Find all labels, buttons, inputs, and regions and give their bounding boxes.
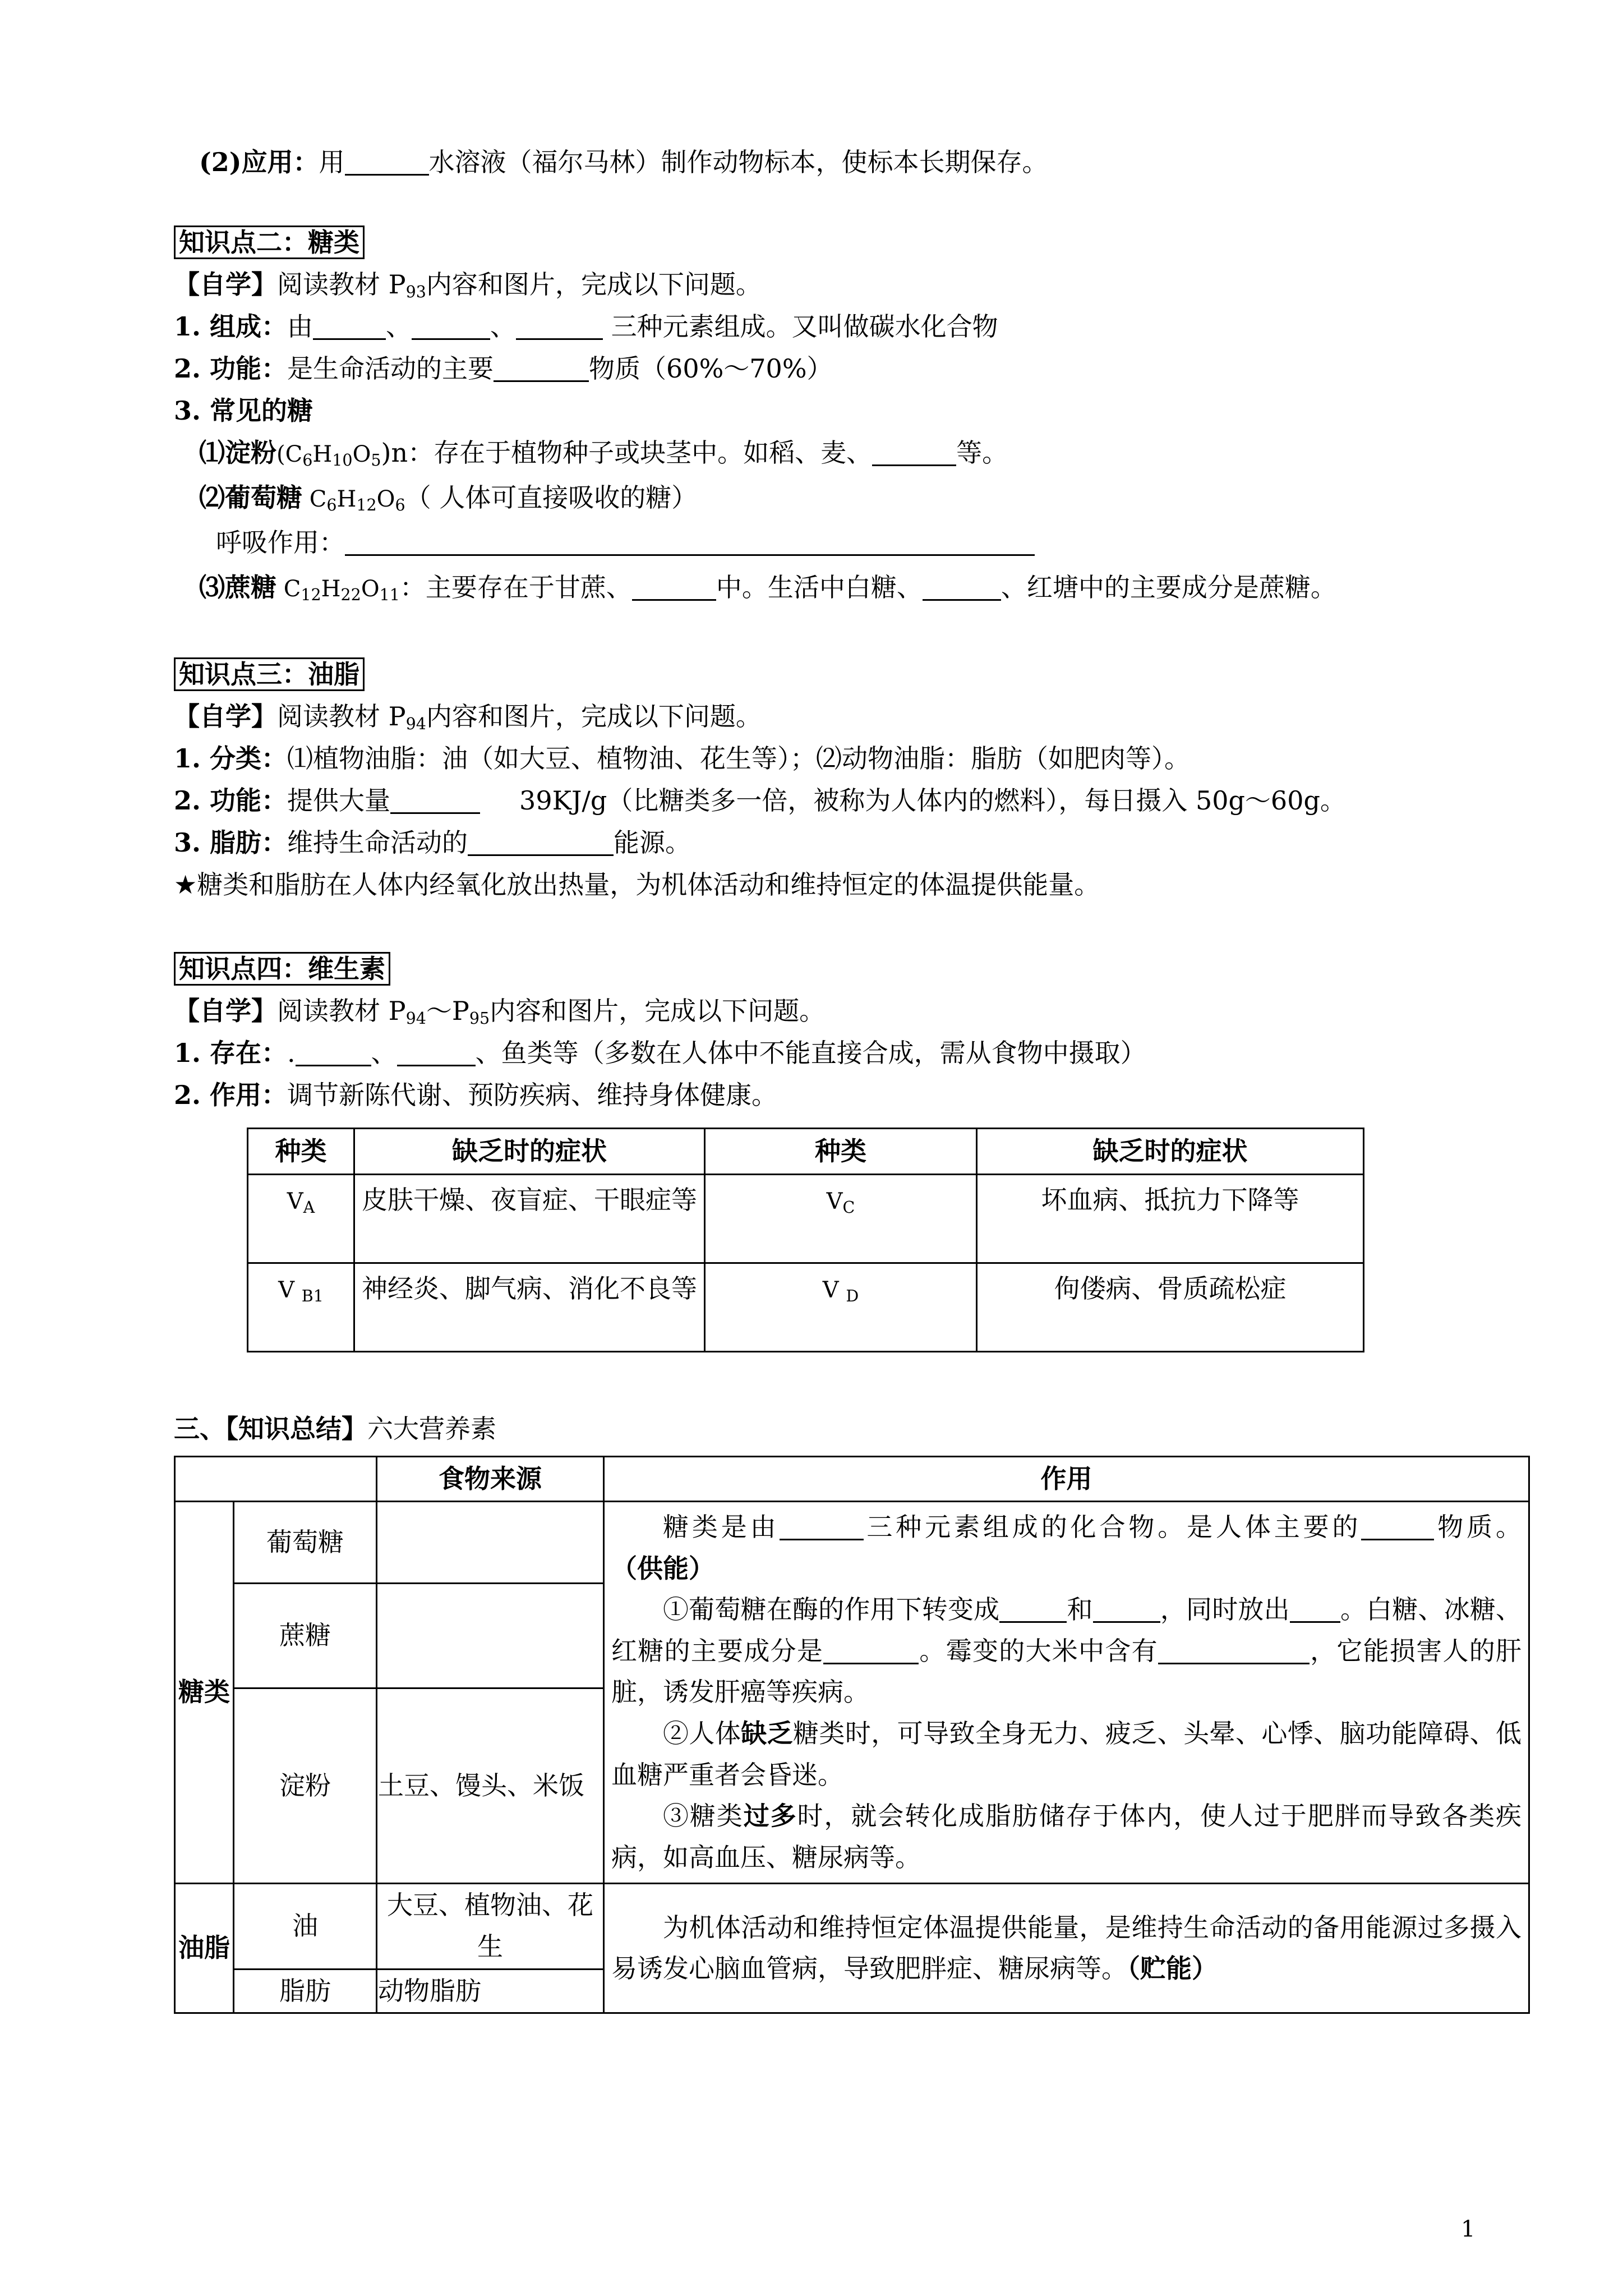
summary-title	[174, 1414, 496, 1444]
v-sub: D	[846, 1287, 859, 1306]
sub: 10	[332, 451, 353, 470]
vitamin-type	[705, 1263, 977, 1352]
v-sub: B1	[301, 1287, 324, 1306]
vitamin-table	[247, 1128, 1364, 1352]
blank[interactable]	[823, 1637, 919, 1664]
func-pre: 是生命活动的主要	[287, 353, 494, 384]
func-label: 2. 功能：	[174, 785, 288, 816]
formula: H	[312, 441, 333, 467]
source-cell	[377, 1584, 604, 1688]
table-row	[248, 1175, 1364, 1263]
num: ⑵	[199, 482, 225, 513]
text: ③糖类	[663, 1801, 744, 1832]
blank[interactable]	[397, 1039, 476, 1066]
text: ①葡萄糖在酶的作用下转变成	[663, 1594, 1000, 1625]
star-icon: ★	[174, 869, 197, 900]
formula: O	[352, 441, 371, 467]
self-mid: ～P	[426, 996, 469, 1026]
v-sub: C	[842, 1198, 855, 1217]
star-text: 糖类和脂肪在人体内经氧化放出热量，为机体活动和维持恒定的体温提供能量。	[197, 869, 1100, 900]
blank[interactable]	[632, 573, 716, 601]
text: 物质。	[1434, 1512, 1522, 1542]
col-header: 缺乏时的症状	[354, 1129, 705, 1175]
glucose-line	[199, 482, 697, 513]
num: ⑶	[199, 572, 225, 602]
section-heading-sugar	[174, 227, 365, 258]
formula: H	[321, 576, 341, 602]
food-name: 油	[234, 1884, 377, 1969]
func-paragraph	[611, 1713, 1521, 1796]
text: ②人体	[663, 1718, 741, 1749]
starch-name: 淀粉	[225, 438, 276, 468]
starch-post: 等。	[956, 438, 1008, 468]
fat-function-line	[174, 785, 1346, 816]
nutrient-summary-table	[174, 1456, 1530, 2014]
func-paragraph	[611, 1589, 1521, 1713]
sub: 22	[340, 586, 361, 605]
col-header: 缺乏时的症状	[977, 1129, 1364, 1175]
exist-post: 、鱼类等（多数在人体中不能直接合成，需从食物中摄取）	[475, 1038, 1146, 1068]
sep: 、	[371, 1038, 397, 1068]
source-cell: 大豆、植物油、花生	[377, 1884, 604, 1969]
formula: )n：	[381, 438, 434, 468]
blank[interactable]	[313, 312, 386, 340]
fatdef-post: 能源。	[614, 827, 691, 858]
table-row	[248, 1263, 1364, 1352]
formula: C	[302, 486, 327, 512]
sub: 11	[379, 586, 400, 605]
table-header-row	[175, 1457, 1529, 1502]
func-paragraph	[611, 1507, 1521, 1589]
function-cell	[604, 1502, 1529, 1884]
food-name: 蔗糖	[234, 1584, 377, 1688]
food-name: 葡萄糖	[234, 1502, 377, 1584]
vitamin-type	[705, 1175, 977, 1263]
func-paragraph	[611, 1796, 1521, 1878]
text: 缺乏	[741, 1718, 794, 1749]
page-sub: 93	[405, 283, 426, 302]
food-name: 脂肪	[234, 1969, 377, 2013]
sep: 、	[490, 311, 517, 342]
exist-label: 1. 存在：	[174, 1038, 288, 1068]
blank[interactable]	[1093, 1595, 1160, 1623]
v-letter: V	[826, 1189, 843, 1214]
blank[interactable]	[494, 355, 589, 382]
v-letter: V	[287, 1189, 303, 1214]
role-line	[174, 1080, 777, 1111]
blank[interactable]	[390, 786, 480, 814]
func-post: 39KJ/g（比糖类多一倍，被称为人体内的燃料），每日摄入 50g～60g。	[519, 785, 1346, 816]
function-cell	[604, 1884, 1529, 2013]
class-text: ⑴植物油脂：油（如大豆、植物油、花生等）；⑵动物油脂：脂肪（如肥肉等）。	[287, 743, 1191, 774]
table-row	[175, 1884, 1529, 1969]
self-label: 【自学】	[174, 701, 277, 731]
sub: 6	[395, 496, 405, 515]
sep: 、	[386, 311, 412, 342]
summary-prefix: 三、	[174, 1414, 225, 1444]
category-cell: 糖类	[175, 1502, 234, 1884]
text: ，同时放出	[1160, 1594, 1290, 1625]
role-text: 调节新陈代谢、预防疾病、维持身体健康。	[287, 1080, 778, 1110]
sucrose-mid: 中。生活中白糖、	[716, 572, 923, 602]
text: （供能）	[611, 1553, 714, 1584]
composition-line	[174, 311, 998, 342]
col-header: 种类	[248, 1129, 354, 1175]
fatdef-pre: 维持生命活动的	[287, 827, 468, 858]
symptom-cell: 坏血病、抵抗力下降等	[977, 1175, 1364, 1263]
blank[interactable]	[345, 528, 1035, 556]
v-sub: A	[303, 1198, 315, 1217]
resp-label: 呼吸作用：	[216, 527, 345, 558]
page-sub: 95	[469, 1009, 490, 1028]
table-header-row	[248, 1129, 1364, 1175]
text: 时，就会转化成脂肪储存于体内，使人过于肥胖而导致各类疾病，如高血压、糖尿病等。	[611, 1801, 1522, 1872]
text: 。霉变的大米中含有	[919, 1635, 1158, 1666]
sucrose-line	[199, 572, 1336, 603]
class-label: 1. 分类：	[174, 743, 288, 774]
blank[interactable]	[1290, 1595, 1340, 1623]
comp-post: 三种元素组成。又叫做碳水化合物	[603, 311, 998, 342]
source-cell	[377, 1502, 604, 1584]
table-row	[175, 1502, 1529, 1584]
self-post: 内容和图片，完成以下问题。	[426, 701, 762, 731]
fatdef-label: 3. 脂肪：	[174, 827, 288, 858]
fat-def-line	[174, 827, 691, 858]
self-pre: 阅读教材 P	[277, 996, 406, 1026]
self-post: 内容和图片，完成以下问题。	[426, 269, 762, 300]
blank[interactable]	[999, 1595, 1067, 1623]
starch-pre: 存在于植物种子或块茎中。如稻、麦、	[434, 438, 873, 468]
app-pre: 用	[319, 147, 345, 177]
self-pre: 阅读教材 P	[277, 701, 406, 731]
blank[interactable]	[780, 1513, 864, 1540]
symptom-cell: 佝偻病、骨质疏松症	[977, 1263, 1364, 1352]
summary-label: 【知识总结】	[225, 1414, 367, 1444]
text: 。白糖、冰糖、红糖的主要成分是	[611, 1594, 1522, 1666]
text: ，它能损害人的肝脏，诱发肝癌等疾病。	[611, 1635, 1522, 1708]
text: 糖类是由	[663, 1512, 780, 1542]
food-name: 淀粉	[234, 1688, 377, 1884]
blank[interactable]	[468, 829, 614, 856]
source-cell: 动物脂肪	[377, 1969, 604, 2013]
blank[interactable]	[516, 312, 603, 340]
num: ⑴	[199, 438, 225, 468]
blank[interactable]	[412, 312, 490, 340]
func-label: 2. 功能：	[174, 353, 288, 384]
symptom-cell: 皮肤干燥、夜盲症、干眼症等	[354, 1175, 705, 1263]
col-header: 作用	[604, 1457, 1529, 1502]
vitamin-type	[248, 1175, 354, 1263]
app-post: 水溶液（福尔马林）制作动物标本，使标本长期保存。	[428, 147, 1048, 177]
section-heading-vitamin	[174, 954, 390, 984]
blank[interactable]	[1361, 1513, 1434, 1540]
v-letter: V	[278, 1277, 302, 1303]
app-label: 应用：	[241, 147, 319, 177]
sub: 5	[371, 451, 381, 470]
existence-line	[174, 1038, 1146, 1069]
page-number: 1	[1461, 2216, 1476, 2242]
self-study-line	[174, 269, 762, 300]
common-sugar-label: 3. 常见的糖	[174, 395, 313, 426]
glucose-name: 葡萄糖	[225, 482, 302, 513]
sucrose-name: 蔗糖	[225, 572, 276, 602]
page-sub: 94	[405, 715, 426, 734]
text: 为机体活动和维持恒定体温提供能量，是维持生命活动的备用能源过多摄入易诱发心脑血管病，导致肥胖症、糖尿病等。	[611, 1912, 1521, 1984]
sucrose-post: 、红塘中的主要成分是蔗糖。	[1000, 572, 1336, 602]
glucose-note: （ 人体可直接吸收的糖）	[405, 482, 698, 513]
exist-dot: .	[287, 1038, 296, 1068]
application-line	[199, 147, 1048, 178]
formula: O	[361, 576, 380, 602]
v-letter: V	[822, 1277, 846, 1303]
star-note-line	[174, 869, 1100, 900]
page-sub: 94	[405, 1009, 426, 1028]
category-cell: 油脂	[175, 1884, 234, 2013]
func-pre: 提供大量	[287, 785, 391, 816]
text: 和	[1067, 1594, 1093, 1625]
formula: H	[336, 486, 357, 512]
comp-label: 1. 组成：	[174, 311, 288, 342]
func-post: 物质（60%～70%）	[589, 353, 833, 384]
formula: (C	[276, 441, 303, 467]
sub: 12	[301, 586, 321, 605]
col-header: 食物来源	[377, 1457, 604, 1502]
func-paragraph	[611, 1907, 1521, 1990]
col-header: 种类	[705, 1129, 977, 1175]
self-label: 【自学】	[174, 269, 277, 300]
self-post: 内容和图片，完成以下问题。	[490, 996, 826, 1026]
self-pre: 阅读教材 P	[277, 269, 406, 300]
classification-line	[174, 743, 1190, 774]
blank[interactable]	[296, 1039, 371, 1066]
text: 过多	[743, 1801, 797, 1832]
sub: 6	[302, 451, 313, 470]
heading-text: 知识点四：维生素	[174, 952, 390, 986]
vitamin-type	[248, 1263, 354, 1352]
symptom-cell: 神经炎、脚气病、消化不良等	[354, 1263, 705, 1352]
sub: 12	[356, 496, 377, 515]
blank[interactable]	[872, 439, 956, 466]
source-cell: 土豆、馒头、米饭	[377, 1688, 604, 1884]
formula: C	[276, 576, 301, 602]
sucrose-pre: ：主要存在于甘蔗、	[399, 572, 632, 602]
comp-pre: 由	[287, 311, 313, 342]
heading-text: 知识点二：糖类	[174, 226, 365, 259]
text: （贮能）	[1127, 1953, 1218, 1984]
text: 糖类时，可导致全身无力、疲乏、头晕、心悸、脑功能障碍、低血糖严重者会昏迷。	[611, 1718, 1521, 1790]
text: 三种元素组成的化合物。是人体主要的	[863, 1512, 1362, 1542]
role-label: 2. 作用：	[174, 1080, 288, 1110]
section-heading-fat	[174, 659, 365, 690]
respiration-line	[216, 527, 1035, 558]
self-label: 【自学】	[174, 996, 277, 1026]
starch-line	[199, 438, 1008, 468]
summary-title-text: 六大营养素	[367, 1414, 496, 1444]
self-study-line	[174, 996, 825, 1027]
heading-text: 知识点三：油脂	[174, 657, 365, 691]
blank[interactable]	[1158, 1637, 1310, 1664]
empty-header	[175, 1457, 377, 1502]
self-study-line	[174, 701, 762, 732]
sub: 6	[326, 496, 337, 515]
formula: O	[376, 486, 395, 512]
blank[interactable]	[923, 573, 1001, 601]
app-num: (2)	[199, 147, 242, 177]
blank[interactable]	[345, 148, 429, 176]
function-line	[174, 353, 833, 384]
